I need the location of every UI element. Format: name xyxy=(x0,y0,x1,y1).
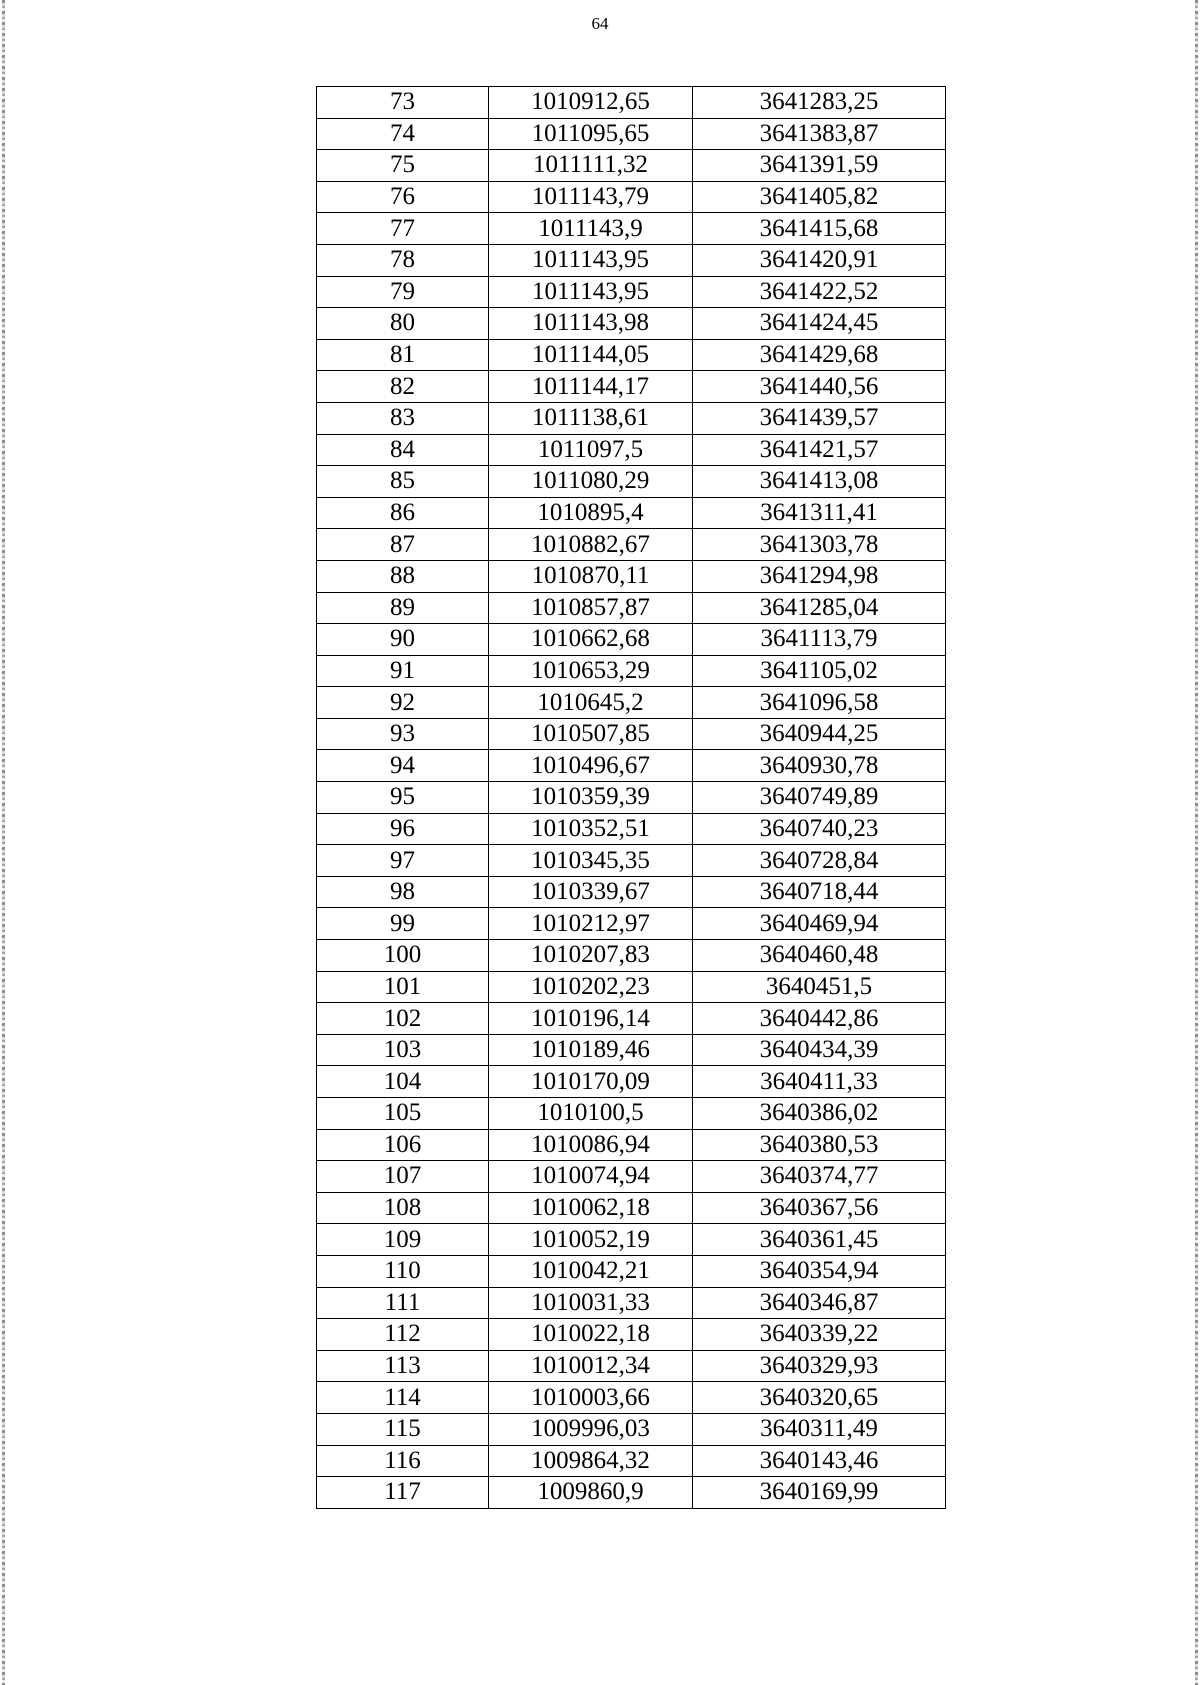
table-row xyxy=(317,244,946,276)
table-row xyxy=(317,529,946,561)
x-coordinate-cell: 1011111,32 xyxy=(489,150,693,182)
point-number-cell: 83 xyxy=(317,402,489,434)
y-coordinate-cell: 3641294,98 xyxy=(693,560,946,592)
y-coordinate-cell: 3640749,89 xyxy=(693,782,946,814)
y-coordinate-cell: 3640311,49 xyxy=(693,1413,946,1445)
table-row xyxy=(317,1224,946,1256)
y-coordinate-cell: 3640460,48 xyxy=(693,940,946,972)
y-coordinate-cell: 3641413,08 xyxy=(693,466,946,498)
x-coordinate-cell: 1010359,39 xyxy=(489,782,693,814)
x-coordinate-cell: 1010074,94 xyxy=(489,1161,693,1193)
point-number-cell: 98 xyxy=(317,876,489,908)
point-number-cell: 97 xyxy=(317,845,489,877)
point-number-cell: 93 xyxy=(317,718,489,750)
point-number-cell: 90 xyxy=(317,624,489,656)
table-row xyxy=(317,371,946,403)
point-number-cell: 82 xyxy=(317,371,489,403)
x-coordinate-cell: 1009864,32 xyxy=(489,1445,693,1477)
y-coordinate-cell: 3640386,02 xyxy=(693,1098,946,1130)
coordinates-table xyxy=(316,86,946,1509)
point-number-cell: 78 xyxy=(317,244,489,276)
y-coordinate-cell: 3641113,79 xyxy=(693,624,946,656)
y-coordinate-cell: 3640320,65 xyxy=(693,1382,946,1414)
table-row xyxy=(317,1129,946,1161)
y-coordinate-cell: 3640374,77 xyxy=(693,1161,946,1193)
x-coordinate-cell: 1010882,67 xyxy=(489,529,693,561)
x-coordinate-cell: 1010345,35 xyxy=(489,845,693,877)
point-number-cell: 104 xyxy=(317,1066,489,1098)
x-coordinate-cell: 1011097,5 xyxy=(489,434,693,466)
point-number-cell: 87 xyxy=(317,529,489,561)
x-coordinate-cell: 1010170,09 xyxy=(489,1066,693,1098)
y-coordinate-cell: 3641421,57 xyxy=(693,434,946,466)
x-coordinate-cell: 1010052,19 xyxy=(489,1224,693,1256)
x-coordinate-cell: 1010212,97 xyxy=(489,908,693,940)
table-row xyxy=(317,181,946,213)
table-row xyxy=(317,1350,946,1382)
table-row xyxy=(317,1098,946,1130)
table-row xyxy=(317,497,946,529)
y-coordinate-cell: 3641285,04 xyxy=(693,592,946,624)
x-coordinate-cell: 1010895,4 xyxy=(489,497,693,529)
point-number-cell: 88 xyxy=(317,560,489,592)
table-row xyxy=(317,308,946,340)
y-coordinate-cell: 3641105,02 xyxy=(693,655,946,687)
table-row xyxy=(317,782,946,814)
y-coordinate-cell: 3641311,41 xyxy=(693,497,946,529)
point-number-cell: 103 xyxy=(317,1034,489,1066)
x-coordinate-cell: 1011138,61 xyxy=(489,402,693,434)
y-coordinate-cell: 3641439,57 xyxy=(693,402,946,434)
scan-edge-right xyxy=(1195,0,1198,1685)
x-coordinate-cell: 1010207,83 xyxy=(489,940,693,972)
y-coordinate-cell: 3640339,22 xyxy=(693,1319,946,1351)
table-row xyxy=(317,150,946,182)
y-coordinate-cell: 3641405,82 xyxy=(693,181,946,213)
x-coordinate-cell: 1010012,34 xyxy=(489,1350,693,1382)
y-coordinate-cell: 3641303,78 xyxy=(693,529,946,561)
x-coordinate-cell: 1010100,5 xyxy=(489,1098,693,1130)
table-row xyxy=(317,1287,946,1319)
point-number-cell: 84 xyxy=(317,434,489,466)
x-coordinate-cell: 1011144,17 xyxy=(489,371,693,403)
coordinates-table-body xyxy=(317,87,946,1509)
x-coordinate-cell: 1010352,51 xyxy=(489,813,693,845)
point-number-cell: 112 xyxy=(317,1319,489,1351)
x-coordinate-cell: 1011095,65 xyxy=(489,118,693,150)
x-coordinate-cell: 1010202,23 xyxy=(489,971,693,1003)
y-coordinate-cell: 3640469,94 xyxy=(693,908,946,940)
point-number-cell: 106 xyxy=(317,1129,489,1161)
point-number-cell: 92 xyxy=(317,687,489,719)
table-row xyxy=(317,1003,946,1035)
y-coordinate-cell: 3640361,45 xyxy=(693,1224,946,1256)
table-row xyxy=(317,1066,946,1098)
point-number-cell: 102 xyxy=(317,1003,489,1035)
table-row xyxy=(317,1319,946,1351)
x-coordinate-cell: 1010653,29 xyxy=(489,655,693,687)
y-coordinate-cell: 3641429,68 xyxy=(693,339,946,371)
point-number-cell: 95 xyxy=(317,782,489,814)
point-number-cell: 114 xyxy=(317,1382,489,1414)
point-number-cell: 111 xyxy=(317,1287,489,1319)
x-coordinate-cell: 1010022,18 xyxy=(489,1319,693,1351)
x-coordinate-cell: 1009996,03 xyxy=(489,1413,693,1445)
point-number-cell: 89 xyxy=(317,592,489,624)
y-coordinate-cell: 3640451,5 xyxy=(693,971,946,1003)
point-number-cell: 116 xyxy=(317,1445,489,1477)
x-coordinate-cell: 1010339,67 xyxy=(489,876,693,908)
x-coordinate-cell: 1011143,98 xyxy=(489,308,693,340)
table-row xyxy=(317,213,946,245)
point-number-cell: 86 xyxy=(317,497,489,529)
y-coordinate-cell: 3640718,44 xyxy=(693,876,946,908)
y-coordinate-cell: 3640346,87 xyxy=(693,1287,946,1319)
y-coordinate-cell: 3641383,87 xyxy=(693,118,946,150)
x-coordinate-cell: 1011080,29 xyxy=(489,466,693,498)
point-number-cell: 105 xyxy=(317,1098,489,1130)
table-row xyxy=(317,402,946,434)
y-coordinate-cell: 3640728,84 xyxy=(693,845,946,877)
table-row xyxy=(317,718,946,750)
y-coordinate-cell: 3640169,99 xyxy=(693,1477,946,1509)
table-row xyxy=(317,434,946,466)
table-row xyxy=(317,1161,946,1193)
point-number-cell: 108 xyxy=(317,1192,489,1224)
y-coordinate-cell: 3640740,23 xyxy=(693,813,946,845)
table-row xyxy=(317,339,946,371)
x-coordinate-cell: 1010062,18 xyxy=(489,1192,693,1224)
page-number: 64 xyxy=(591,14,609,33)
point-number-cell: 85 xyxy=(317,466,489,498)
x-coordinate-cell: 1010912,65 xyxy=(489,87,693,119)
y-coordinate-cell: 3640411,33 xyxy=(693,1066,946,1098)
table-row xyxy=(317,1382,946,1414)
table-row xyxy=(317,845,946,877)
point-number-cell: 96 xyxy=(317,813,489,845)
point-number-cell: 99 xyxy=(317,908,489,940)
point-number-cell: 94 xyxy=(317,750,489,782)
table-row xyxy=(317,1445,946,1477)
point-number-cell: 100 xyxy=(317,940,489,972)
table-row xyxy=(317,1255,946,1287)
point-number-cell: 109 xyxy=(317,1224,489,1256)
y-coordinate-cell: 3640329,93 xyxy=(693,1350,946,1382)
table-row xyxy=(317,1192,946,1224)
y-coordinate-cell: 3641440,56 xyxy=(693,371,946,403)
table-row xyxy=(317,876,946,908)
y-coordinate-cell: 3640380,53 xyxy=(693,1129,946,1161)
table-row xyxy=(317,655,946,687)
table-row xyxy=(317,940,946,972)
table-row xyxy=(317,624,946,656)
point-number-cell: 107 xyxy=(317,1161,489,1193)
y-coordinate-cell: 3641415,68 xyxy=(693,213,946,245)
scan-edge-left xyxy=(2,0,5,1685)
x-coordinate-cell: 1010031,33 xyxy=(489,1287,693,1319)
x-coordinate-cell: 1011143,95 xyxy=(489,276,693,308)
point-number-cell: 91 xyxy=(317,655,489,687)
table-row xyxy=(317,87,946,119)
x-coordinate-cell: 1010662,68 xyxy=(489,624,693,656)
y-coordinate-cell: 3640354,94 xyxy=(693,1255,946,1287)
y-coordinate-cell: 3640930,78 xyxy=(693,750,946,782)
x-coordinate-cell: 1010196,14 xyxy=(489,1003,693,1035)
point-number-cell: 80 xyxy=(317,308,489,340)
table-row xyxy=(317,687,946,719)
x-coordinate-cell: 1010086,94 xyxy=(489,1129,693,1161)
y-coordinate-cell: 3641420,91 xyxy=(693,244,946,276)
y-coordinate-cell: 3641391,59 xyxy=(693,150,946,182)
y-coordinate-cell: 3640367,56 xyxy=(693,1192,946,1224)
table-row xyxy=(317,813,946,845)
x-coordinate-cell: 1009860,9 xyxy=(489,1477,693,1509)
table-row xyxy=(317,592,946,624)
table-row xyxy=(317,1034,946,1066)
point-number-cell: 113 xyxy=(317,1350,489,1382)
y-coordinate-cell: 3641283,25 xyxy=(693,87,946,119)
y-coordinate-cell: 3640944,25 xyxy=(693,718,946,750)
x-coordinate-cell: 1011143,79 xyxy=(489,181,693,213)
y-coordinate-cell: 3641422,52 xyxy=(693,276,946,308)
table-row xyxy=(317,118,946,150)
x-coordinate-cell: 1010507,85 xyxy=(489,718,693,750)
y-coordinate-cell: 3640442,86 xyxy=(693,1003,946,1035)
x-coordinate-cell: 1010857,87 xyxy=(489,592,693,624)
y-coordinate-cell: 3641096,58 xyxy=(693,687,946,719)
x-coordinate-cell: 1011143,95 xyxy=(489,244,693,276)
point-number-cell: 79 xyxy=(317,276,489,308)
x-coordinate-cell: 1010870,11 xyxy=(489,560,693,592)
x-coordinate-cell: 1010189,46 xyxy=(489,1034,693,1066)
table-row xyxy=(317,908,946,940)
point-number-cell: 74 xyxy=(317,118,489,150)
x-coordinate-cell: 1010645,2 xyxy=(489,687,693,719)
table-row xyxy=(317,276,946,308)
point-number-cell: 75 xyxy=(317,150,489,182)
table-row xyxy=(317,560,946,592)
point-number-cell: 76 xyxy=(317,181,489,213)
table-row xyxy=(317,466,946,498)
table-row xyxy=(317,1477,946,1509)
point-number-cell: 77 xyxy=(317,213,489,245)
table-row xyxy=(317,971,946,1003)
x-coordinate-cell: 1011143,9 xyxy=(489,213,693,245)
table-row xyxy=(317,750,946,782)
point-number-cell: 81 xyxy=(317,339,489,371)
point-number-cell: 115 xyxy=(317,1413,489,1445)
table-row xyxy=(317,1413,946,1445)
point-number-cell: 101 xyxy=(317,971,489,1003)
x-coordinate-cell: 1010042,21 xyxy=(489,1255,693,1287)
y-coordinate-cell: 3640143,46 xyxy=(693,1445,946,1477)
x-coordinate-cell: 1011144,05 xyxy=(489,339,693,371)
point-number-cell: 110 xyxy=(317,1255,489,1287)
x-coordinate-cell: 1010003,66 xyxy=(489,1382,693,1414)
y-coordinate-cell: 3641424,45 xyxy=(693,308,946,340)
point-number-cell: 73 xyxy=(317,87,489,119)
x-coordinate-cell: 1010496,67 xyxy=(489,750,693,782)
y-coordinate-cell: 3640434,39 xyxy=(693,1034,946,1066)
point-number-cell: 117 xyxy=(317,1477,489,1509)
